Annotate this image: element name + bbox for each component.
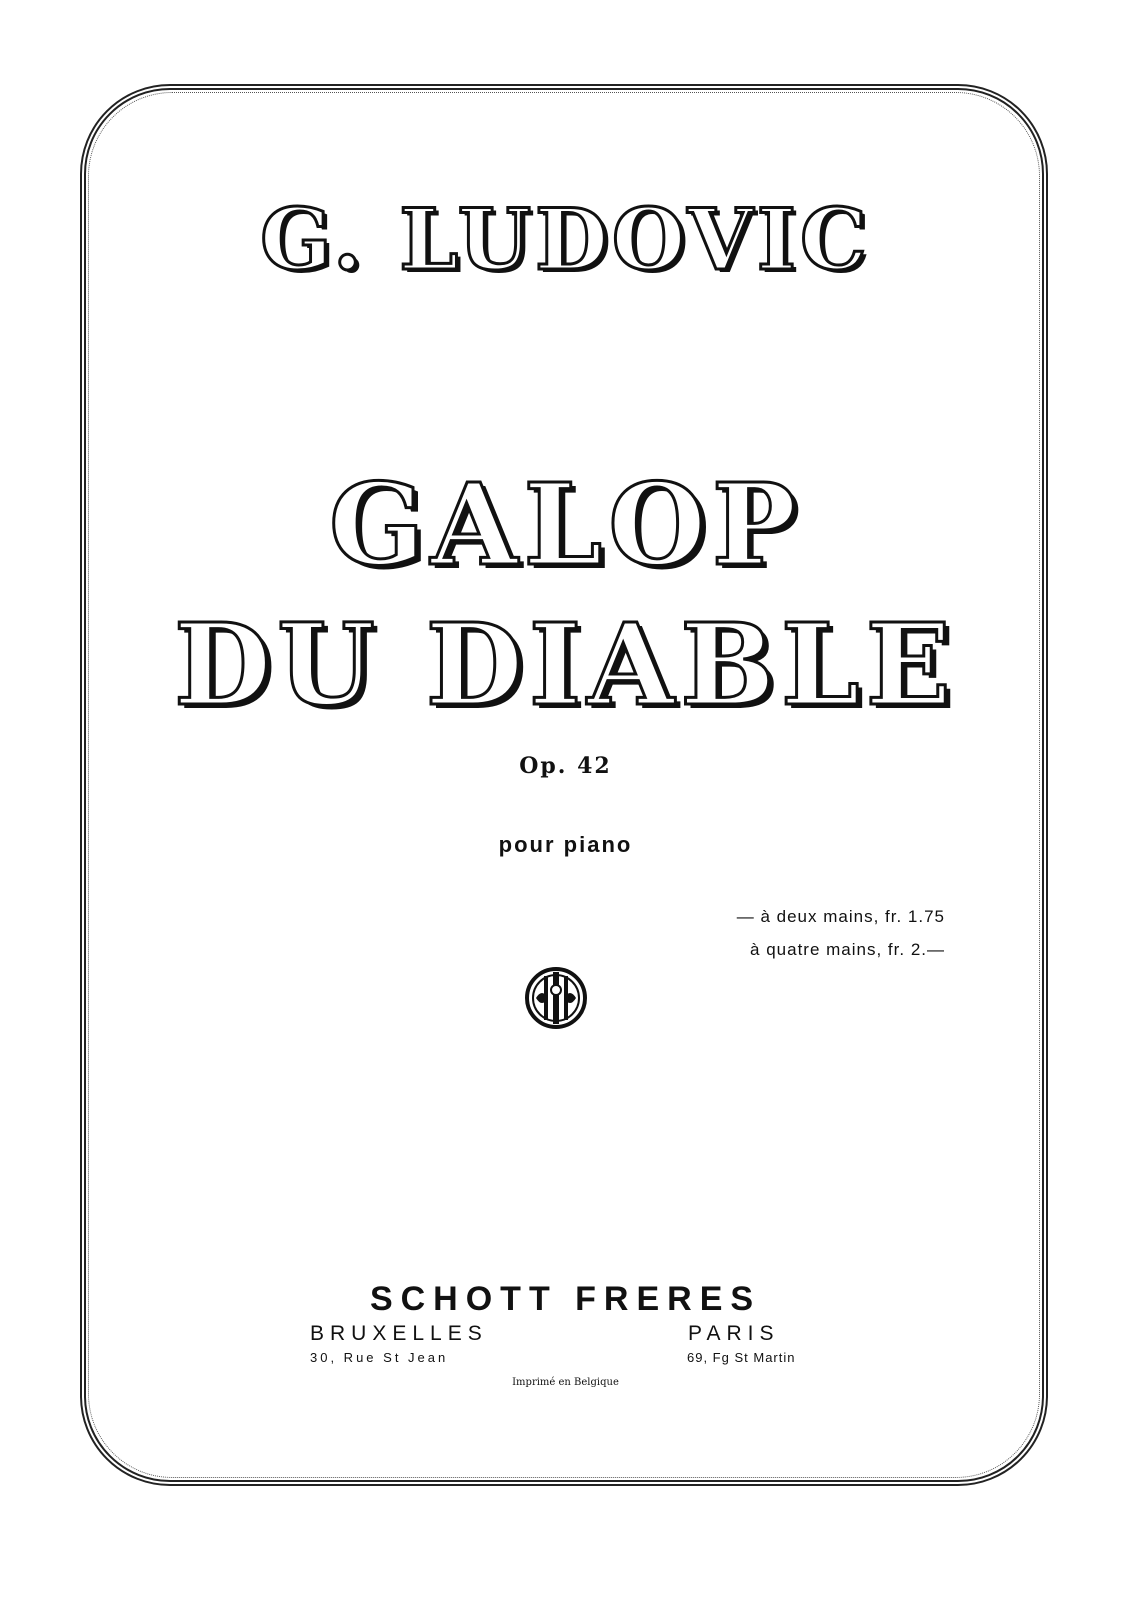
city-brussels: BRUXELLES [310,1322,488,1345]
publisher-emblem-icon [524,966,588,1030]
opus-number: Op. 42 [519,753,612,779]
composer-name: G. LUDOVIC [260,190,871,289]
title-line-1: GALOP [328,460,803,591]
city-paris: PARIS [688,1322,780,1345]
publisher-name: SCHOTT FRERES [369,1280,762,1318]
imprint: Imprimé en Belgique [512,1377,619,1388]
price-list [660,900,945,966]
price-four-hands: à quatre mains, fr. 2.— [750,940,945,959]
price-two-hands: — à deux mains, fr. 1.75 [736,907,945,926]
address-paris: 69, Fg St Martin [687,1350,796,1365]
instrument: pour piano [498,832,633,857]
ornamental-border-inner [88,92,1040,1478]
title-line-2: DU DIABLE [174,600,957,731]
address-brussels: 30, Rue St Jean [310,1350,449,1365]
